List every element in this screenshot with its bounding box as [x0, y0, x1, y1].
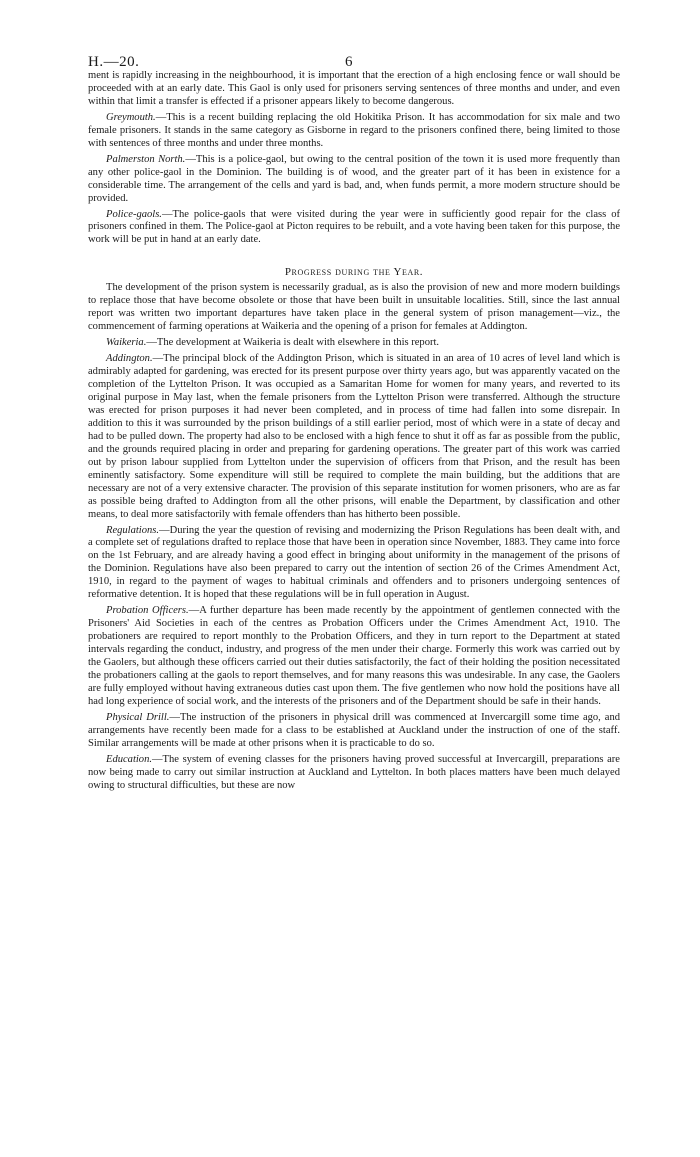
paragraph-text: The development of the prison system is necessarily gradual, as is also the provision of new and more modern buildings to replace those that have become obsolete or those that have been built in unsuitable localities. Still, since the last annual report was written two important departures have taken place in the general system of prison management—viz., the commencement of farming operations at Waikeria and the opening of a prison for females at Addington. — [88, 282, 620, 333]
paragraph-heading: Probation Officers. — [106, 605, 189, 617]
paragraph-text: —The development at Waikeria is dealt with elsewhere in this report. — [146, 337, 440, 349]
paragraph-text: —The police-gaols that were visited during the year were in sufficiently good repair for the class of prisoners confined in them. The Police-gaol at Picton requires to be rebuilt, and a vote having been taken for this purpose, the work will be put in hand at an early date. — [88, 208, 620, 246]
paragraph-addington — [88, 353, 620, 521]
paragraph-education — [88, 754, 620, 793]
paragraph-waikeria — [88, 337, 620, 350]
section-heading: Progress during the Year. — [284, 266, 424, 279]
paragraph-heading: Greymouth. — [106, 111, 156, 123]
paragraph-heading: Waikeria. — [106, 337, 147, 349]
paragraph-text: ment is rapidly increasing in the neighbourhood, it is important that the erection of a high enclosing fence or wall should be proceeded with at an early date. This Gaol is only used for prisoners serving sentences of three months and under, and even within that limit a transfer is effected if a prisoner appears likely to become dangerous. — [88, 70, 620, 107]
paragraph-continuation — [88, 70, 620, 109]
paragraph-heading: Palmerston North. — [106, 153, 186, 165]
paragraph-palmerston-north — [88, 154, 620, 206]
document-body — [88, 70, 620, 793]
paragraph-probation-officers — [88, 605, 620, 709]
paragraph-text: —This is a police-gaol, but owing to the central position of the town it is used more frequently than any other police-gaol in the Dominion. The building is of wood, and the greater part of it has been in existence for a considerable time. The arrangement of the cells and yard is bad, and, when funds permit, a more modern structure should be provided. — [88, 153, 620, 204]
paragraph-physical-drill — [88, 712, 620, 751]
paragraph-text: —During the year the question of revising and modernizing the Prison Regulations has been dealt with, and a complete set of regulations drafted to replace those that have been in operation since November, 1883. They came into force on the 1st February, and are already having a good effect in bringing about uniformity in the management of the prisons of the Dominion. Regulations have also been prepared to carry out the intention of section 26 of the Crimes Amendment Act, 1910, in regard to the payment of wages to habitual criminals and offenders and to prisoners undergoing sentences of reformative detention. It is hoped that these regulations will be in full operation in August. — [88, 524, 620, 601]
paragraph-police-gaols — [88, 209, 620, 248]
paragraph-greymouth — [88, 112, 620, 151]
document-reference: H.—20. — [88, 54, 140, 70]
paragraph-heading: Addington. — [106, 353, 153, 365]
paragraph-heading: Physical Drill. — [106, 711, 170, 723]
paragraph-heading: Education. — [106, 753, 152, 765]
paragraph-regulations — [88, 525, 620, 603]
paragraph-text: —The principal block of the Addington Prison, which is situated in an area of 10 acres of level land which is admirably adapted for gardening, was erected for its present purpose over thirty years ago, but was apparently vacated on the completion of the Lyttelton Prison. It was occupied as a Samaritan Home for women for many years, and reverted to its original purpose in May last, when the female prisoners from the Lyttelton Prison were transferred. Although the structure was erected for prison purposes it had never been completed, and in process of time had fallen into some disrepair. In addition to this it was surrounded by the prison buildings of a still earlier period, most of which were in a state of decay and had to be pulled down. The property had also to be enclosed with a high fence to shut it off as far as possible from the public, and the grounds required placing in order and preparing for gardening operations. The greater part of this work was carried out by prison labour supplied from Lyttelton under the supervision of officers from that Prison, and the result has been eminently satisfactory. Some expenditure will still be required to complete the main building, but the additions that are necessary are not of a very extensive character. The provision of this separate institution for women prisoners, who are as far as possible being drafted to Addington from all the other prisons, will enable the Department, by classification and other means, to deal more satisfactorily with female offenders than has hitherto been possible. — [88, 353, 620, 520]
paragraph-text: —A further departure has been made recently by the appointment of gentlemen connected with the Prisoners' Aid Societies in each of the centres as Probation Officers under the Crimes Amendment Act, 1910. The probationers are required to report monthly to the Probation Officers, and they in turn report to the Department at stated intervals regarding the conduct, industry, and progress of the men under their charge. Formerly this work was carried out by the Gaolers, but although these officers carried out their duties satisfactorily, the fact of their holding the position necessitated the probationers calling at the gaols to report themselves, and for many reasons this was undesirable. In any case, the Gaolers are fully employed without having extraneous duties cast upon them. The five gentlemen who now hold the positions have all had long experience of social work, and the interests of the prisoners and of the Department should be safe in their hands. — [88, 605, 620, 707]
page-number: 6 — [345, 54, 353, 70]
paragraph-heading: Police-gaols. — [106, 208, 162, 220]
paragraph-text: —The instruction of the prisoners in physical drill was commenced at Invercargill some time ago, and arrangements have recently been made for a class to be established at Auckland under the instruction of one of the staff. Similar arrangements will be made at other prisons when it is practicable to do so. — [88, 711, 620, 749]
paragraph-progress-intro — [88, 282, 620, 334]
paragraph-heading: Regulations. — [106, 524, 160, 536]
paragraph-text: —The system of evening classes for the prisoners having proved successful at Invercargill, preparations are now being made to carry out similar instruction at Auckland and Lyttelton. In both places matters have been much delayed owing to structural difficulties, but these are now — [88, 753, 620, 791]
paragraph-text: —This is a recent building replacing the old Hokitika Prison. It has accommodation for six male and two female prisoners. It stands in the same category as Gisborne in regard to the prisoners confined there, being limited to those with sentences of three months and under three months. — [88, 111, 620, 149]
page-header — [88, 0, 620, 70]
